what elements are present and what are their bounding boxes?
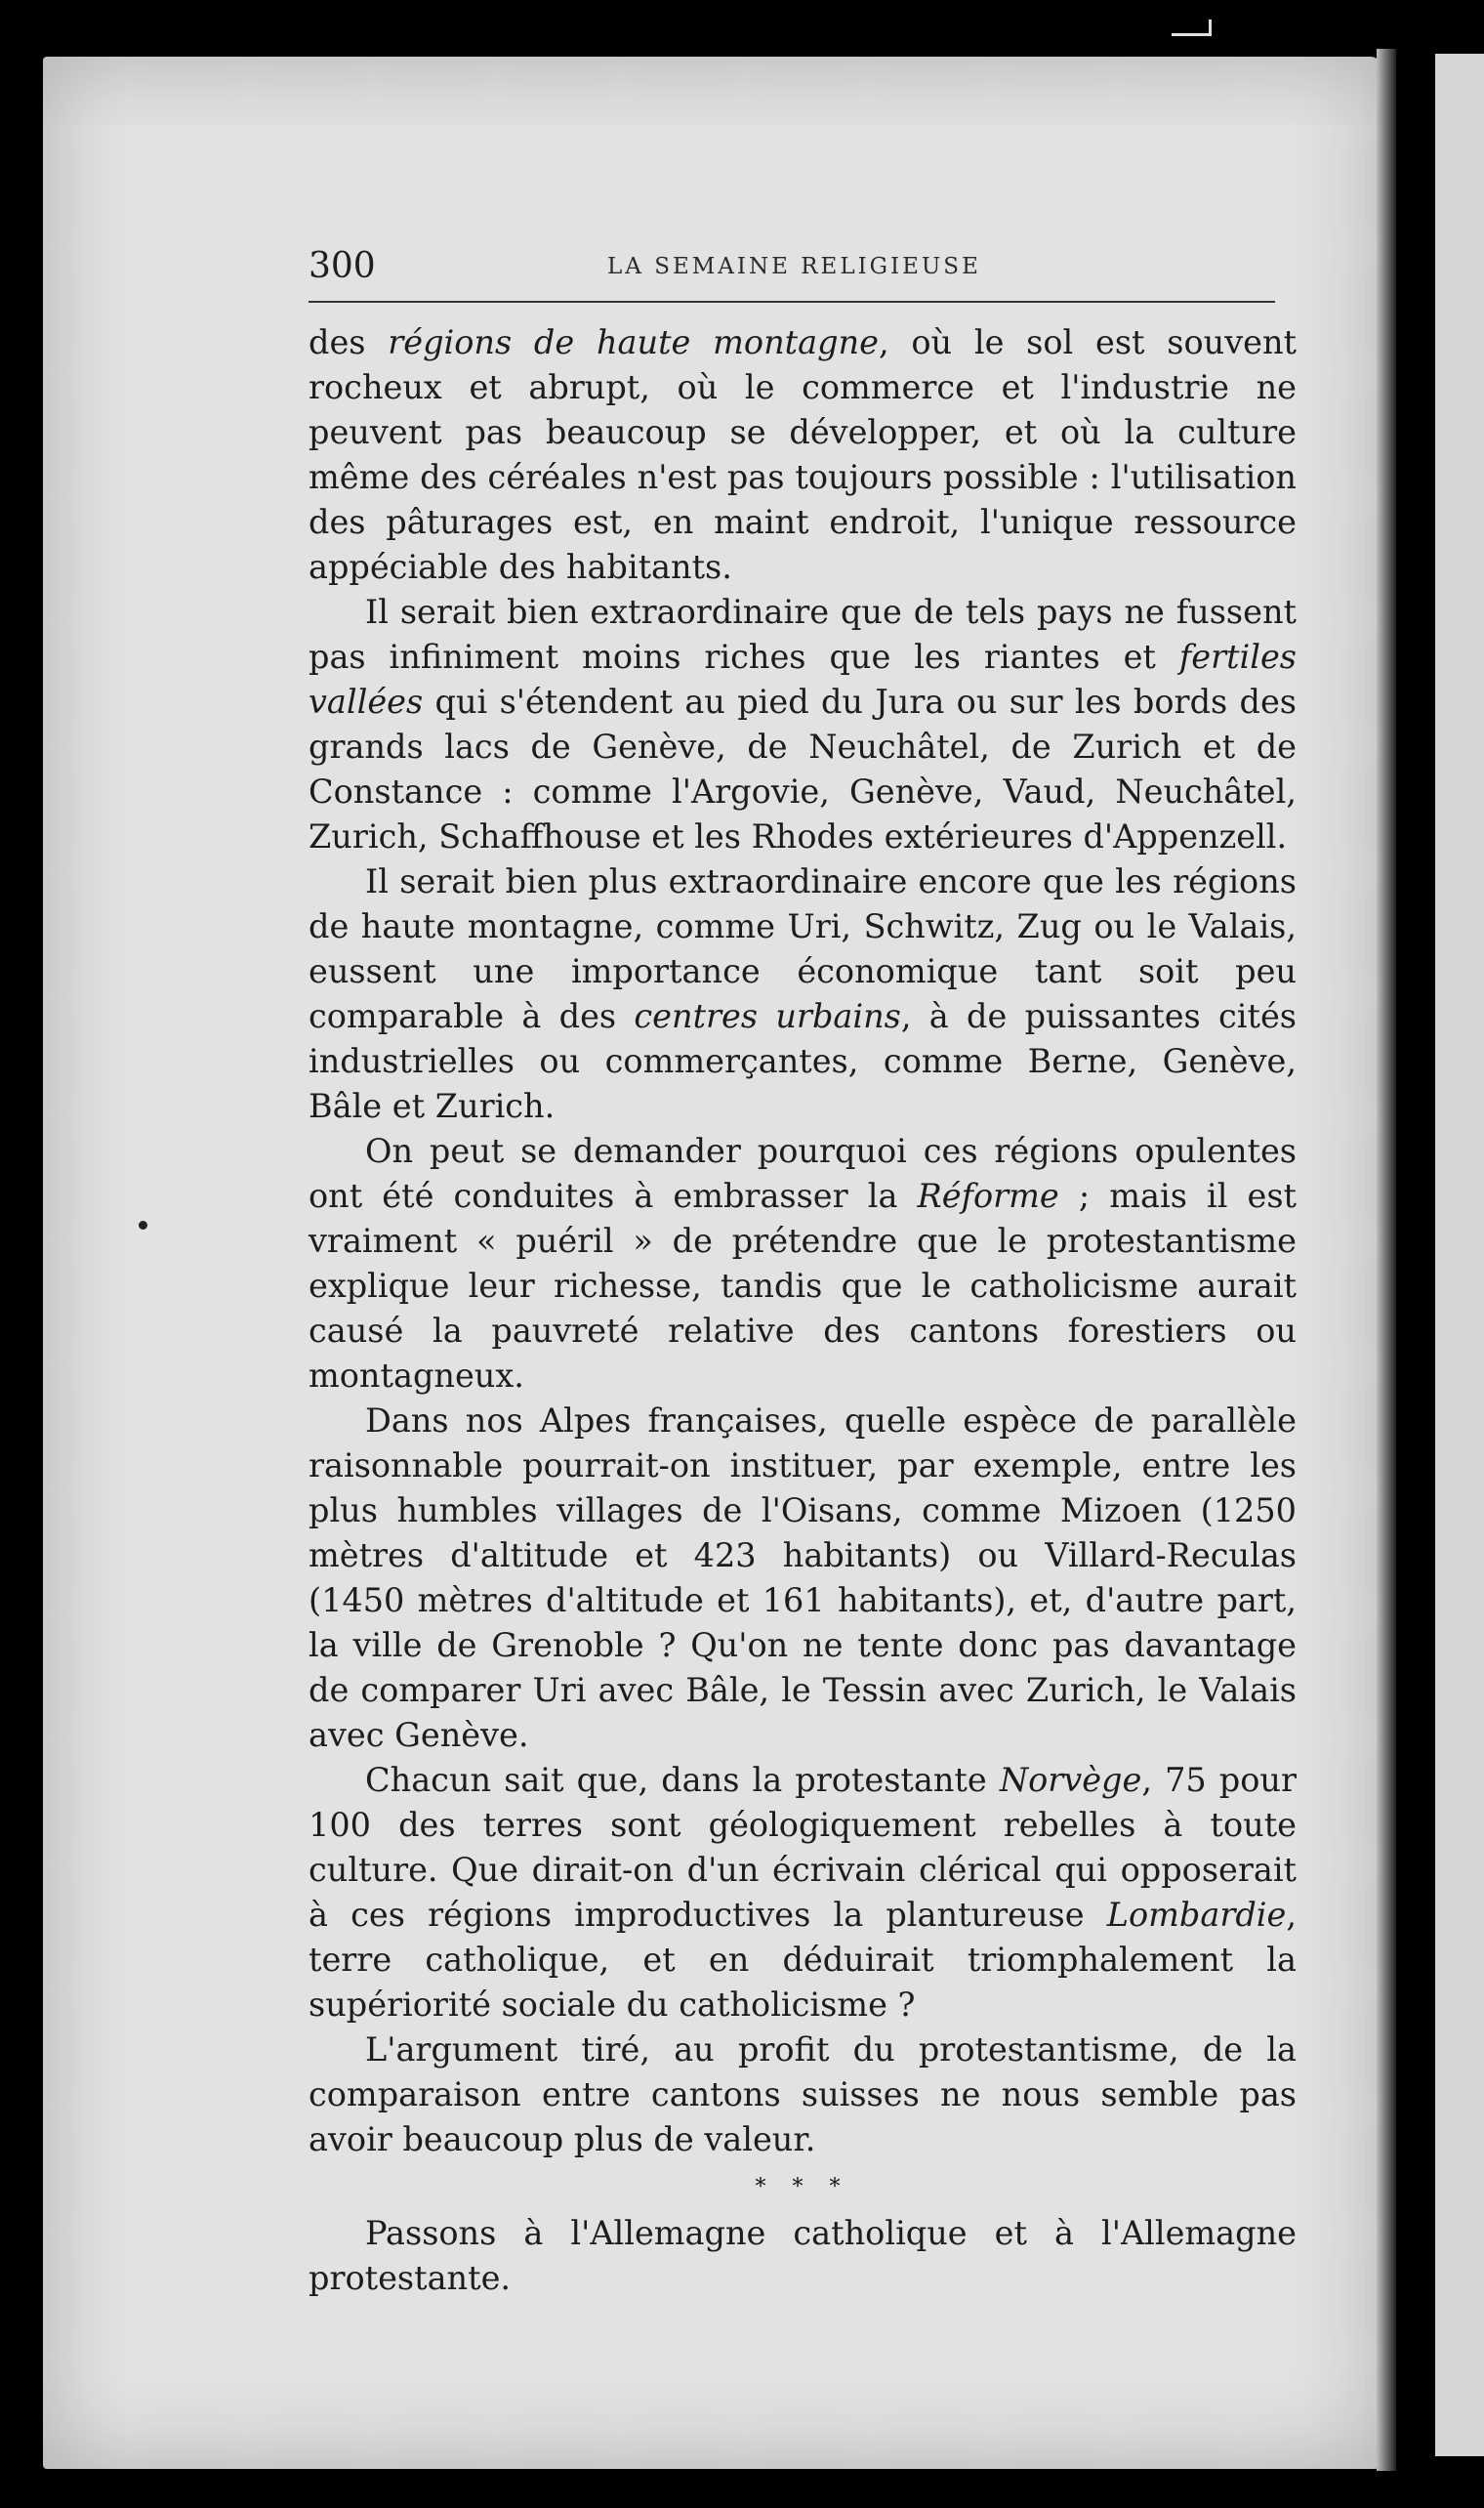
page-header xyxy=(309,246,1275,303)
paragraph xyxy=(309,590,1297,859)
margin-dot xyxy=(139,1221,147,1230)
paragraph xyxy=(309,859,1297,1129)
paragraph xyxy=(309,320,1297,590)
text-run: Il serait bien extraordinaire que de tels pays ne fussent pas infiniment moins riches que les riantes et xyxy=(309,593,1297,676)
italic-text: fertiles vallées xyxy=(309,638,1297,721)
adjacent-page-strip xyxy=(1435,54,1484,2456)
section-separator: * * * xyxy=(755,2175,850,2199)
italic-text: centres urbains xyxy=(634,997,901,1035)
paragraph xyxy=(309,2027,1297,2162)
text-run: Dans nos Alpes françaises, quelle espèce de parallèle raisonnable pourrait-on instituer, par exemple, entre les plus humbles villages de l'Oisans, comme Mizoen (1250 mètres d'altitude et 423 habitants) ou Villard-Reculas (1450 mètres d'altitude et 161 habitants), et, d'autre part, la ville de Grenoble ? Qu'on ne tente donc pas davantage de comparer Uri avec Bâle, le Tessin avec Zurich, le Valais avec Genève. xyxy=(309,1401,1297,1754)
text-run: Chacun sait que, dans la protestante xyxy=(365,1761,1000,1799)
italic-text: Réforme xyxy=(917,1177,1059,1215)
paragraph xyxy=(309,1399,1297,1758)
text-run: , 75 pour 100 des terres sont géologiquement rebelles à toute culture. Que dirait-on d'un écrivain clérical qui opposerait à ces régions improductives la plantureuse xyxy=(309,1761,1298,1934)
text-run: , terre catholique, et en déduirait triomphalement la supériorité sociale du catholicisme ? xyxy=(309,1896,1297,2024)
text-run: , à de puissantes cités industrielles ou commerçantes, comme Berne, Genève, Bâle et Zurich. xyxy=(309,997,1297,1125)
body-text xyxy=(309,320,1297,2301)
scan-corner-mark xyxy=(1172,20,1212,36)
text-run: Il serait bien plus extraordinaire encore que les régions de haute montagne, comme Uri, Schwitz, Zug ou le Valais, eussent une importance économique tant soit peu comparable à des xyxy=(309,862,1297,1035)
text-run: , où le sol est souvent rocheux et abrupt, où le commerce et l'industrie ne peuvent pas beaucoup se développer, et où la culture même des céréales n'est pas toujours possible : l'utilisation des pâturages est, en maint endroit, l'unique ressource appéciable des habitants. xyxy=(309,323,1297,586)
italic-text: régions de haute montagne xyxy=(388,323,879,361)
paragraph xyxy=(309,1129,1297,1399)
page-edge-shadow xyxy=(1377,49,1396,2471)
text-run: des xyxy=(309,323,389,361)
text-run: On peut se demander pourquoi ces régions opulentes ont été conduites à embrasser la xyxy=(309,1132,1297,1215)
text-run: ; mais il est vraiment « puéril » de prétendre que le protestantisme explique leur richesse, tandis que le catholicisme aurait causé la pauvreté relative des cantons forestiers ou montagneux. xyxy=(309,1177,1297,1395)
paragraph xyxy=(309,1758,1297,2027)
running-head: LA SEMAINE RELIGIEUSE xyxy=(607,254,981,279)
closing-paragraph xyxy=(309,2211,1297,2301)
text-run: Passons à l'Allemagne catholique et à l'Allemagne protestante. xyxy=(309,2214,1297,2297)
text-run: qui s'étendent au pied du Jura ou sur les bords des grands lacs de Genève, de Neuchâtel, de Zurich et de Constance : comme l'Argovie, Genève, Vaud, Neuchâtel, Zurich, Schaffhouse et les Rhodes extérieures d'Appenzell. xyxy=(309,683,1297,856)
italic-text: Norvège xyxy=(999,1761,1142,1799)
italic-text: Lombardie xyxy=(1106,1896,1287,1934)
text-run: L'argument tiré, au profit du protestantisme, de la comparaison entre cantons suisses ne nous semble pas avoir beaucoup plus de valeur. xyxy=(309,2030,1297,2158)
page-number: 300 xyxy=(309,246,376,286)
